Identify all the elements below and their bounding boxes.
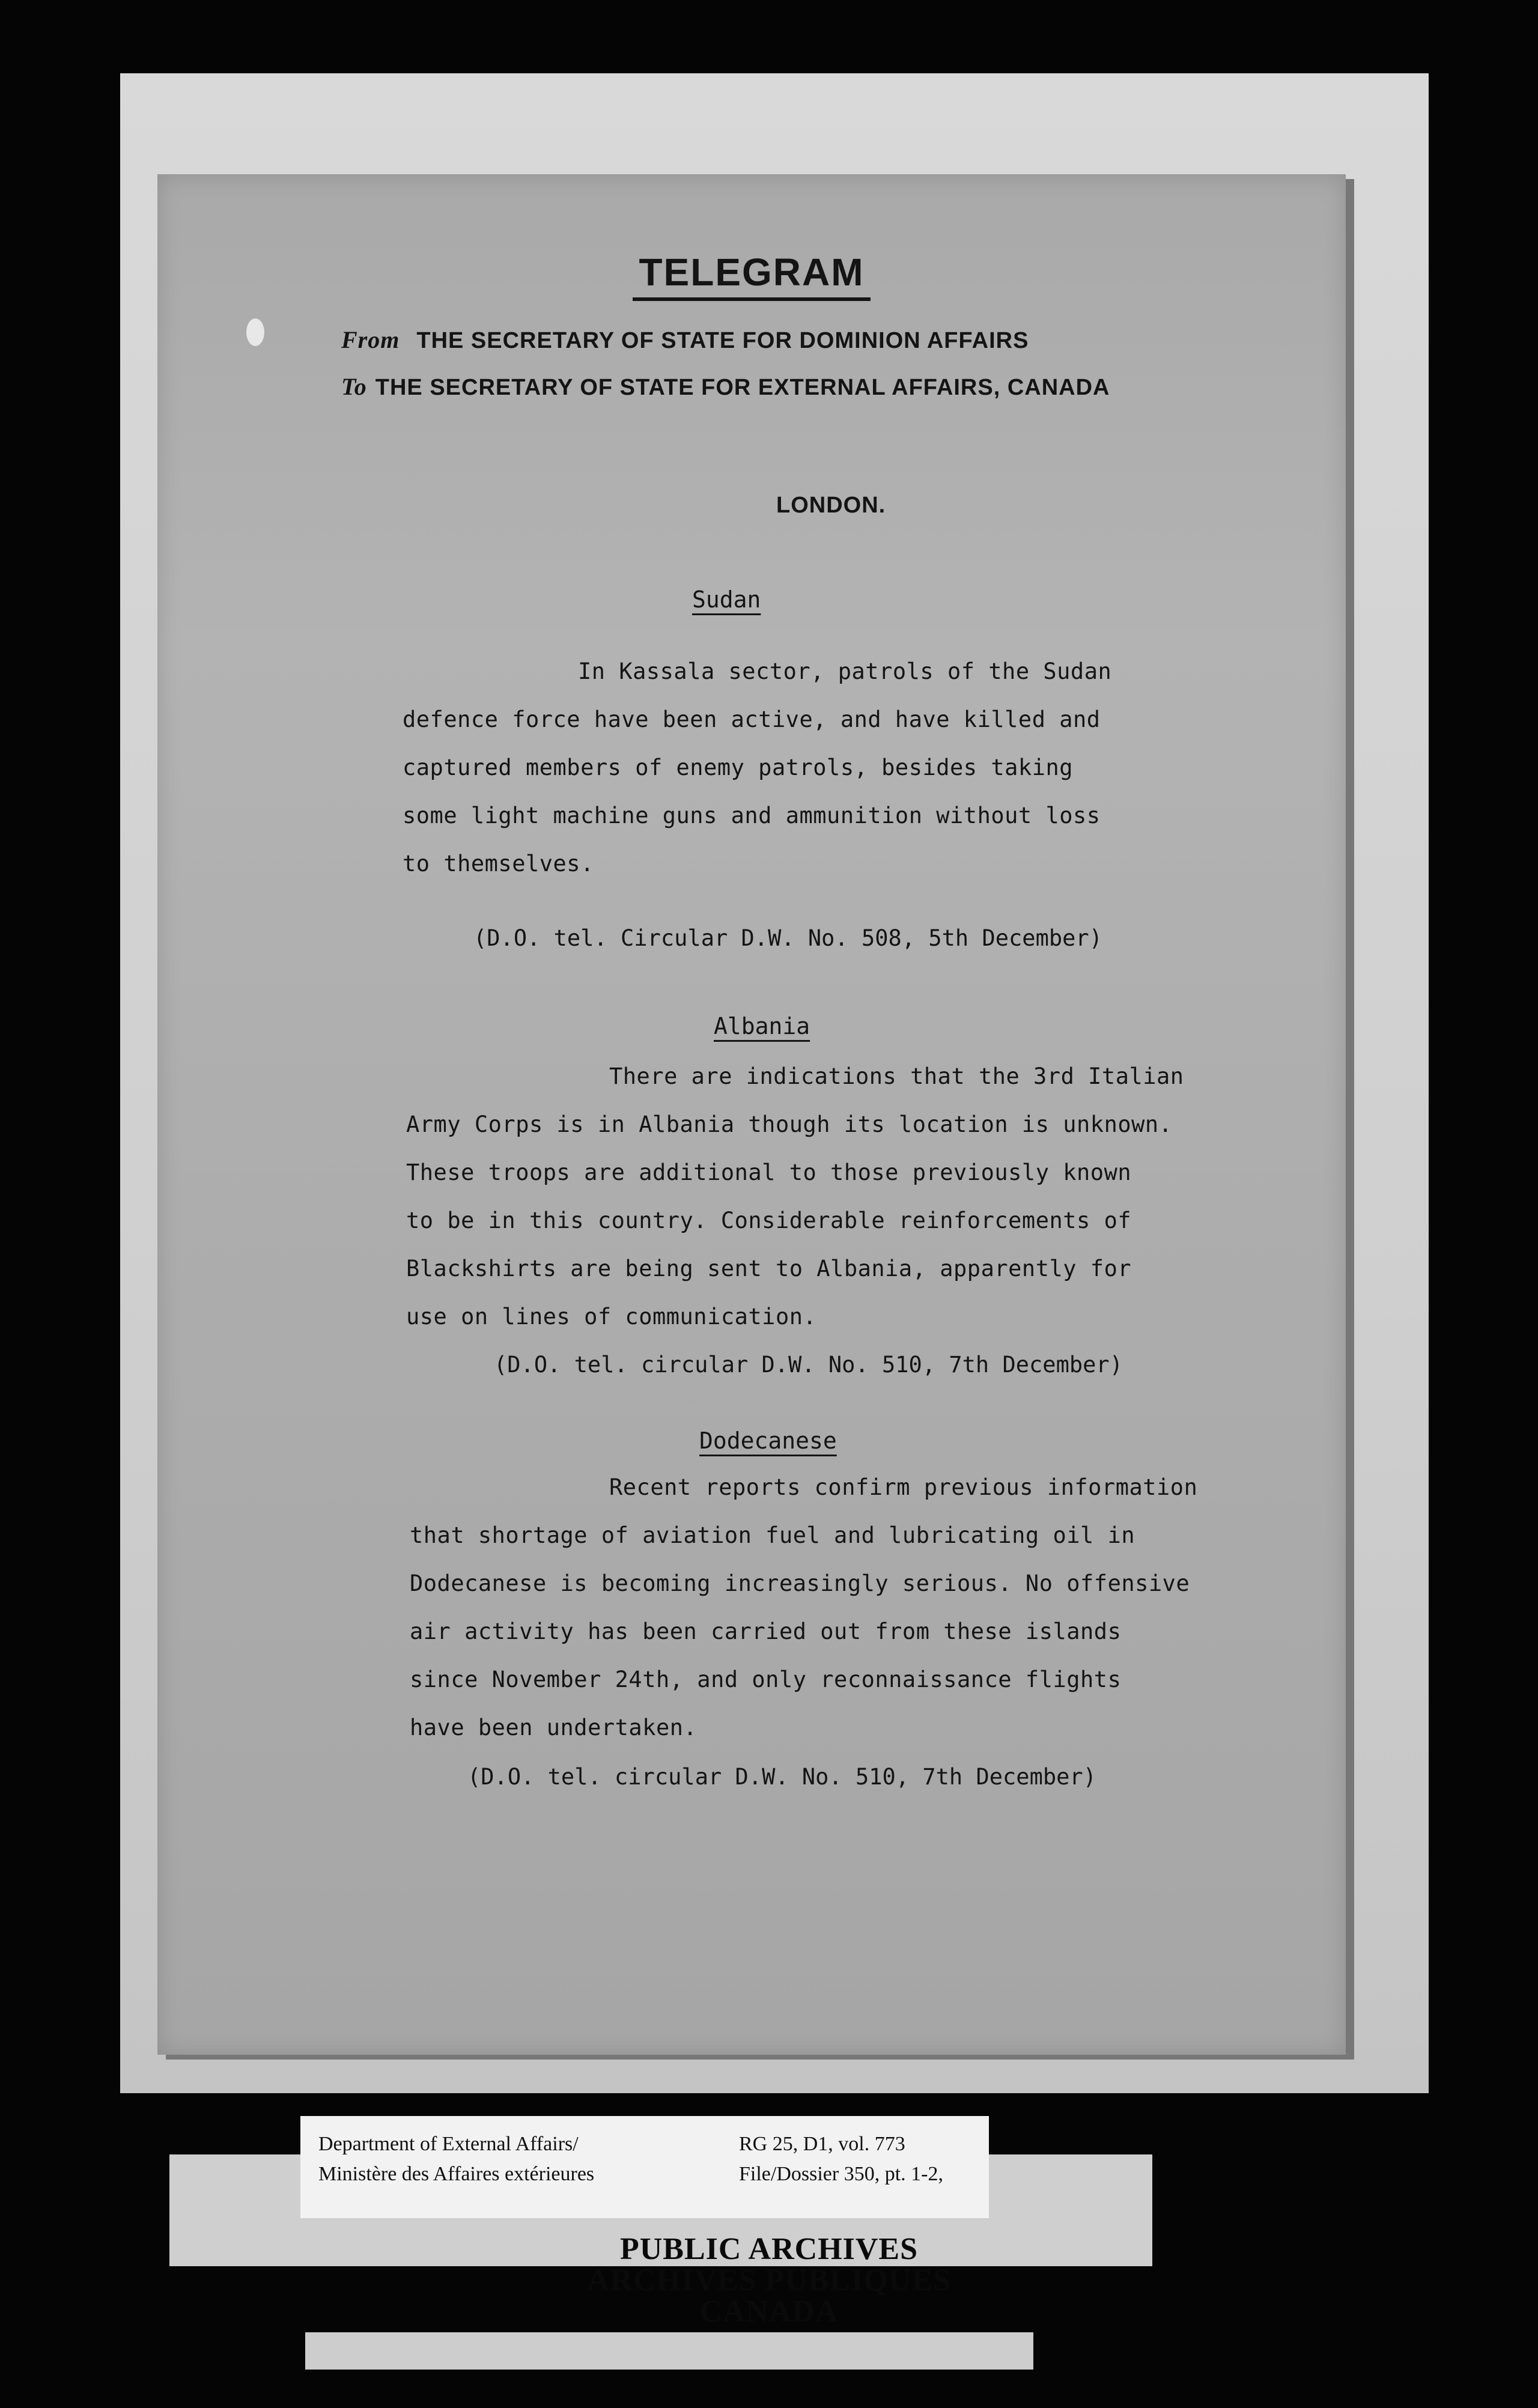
sudan-line: some light machine guns and ammunition without loss [403,803,1101,829]
dodecanese-line: Dodecanese is becoming increasingly serious. No offensive [410,1570,1190,1596]
archive-stamp [0,2234,1538,2327]
albania-line: These troops are additional to those previously known [406,1160,1132,1185]
archive-reference-label [300,2116,989,2218]
to-label: To [341,373,367,400]
dodecanese-line: Recent reports confirm previous information [609,1474,1198,1500]
record-group: RG 25, D1, vol. 773 [739,2133,905,2155]
sudan-line: to themselves. [403,851,594,877]
albania-line: to be in this country. Considerable reinforcements of [406,1208,1132,1233]
stamp-line-1: PUBLIC ARCHIVES [619,2232,919,2266]
from-line [341,326,1029,354]
albania-line: use on lines of communication. [406,1304,817,1330]
albania-reference: (D.O. tel. circular D.W. No. 510, 7th December) [494,1352,1123,1378]
section-heading-albania: Albania [714,1013,810,1039]
place-of-origin: LONDON. [776,493,886,518]
department-fr: Ministère des Affaires extérieures [318,2163,595,2185]
dodecanese-line: have been undertaken. [410,1715,698,1741]
section-heading-sudan: Sudan [692,586,761,613]
to-text: THE SECRETARY OF STATE FOR EXTERNAL AFFAIRS, CANADA [375,375,1110,400]
dodecanese-line: since November 24th, and only reconnaissance flights [410,1667,1122,1692]
bottom-card-tab [305,2332,1033,2370]
file-reference: File/Dossier 350, pt. 1-2, [739,2163,943,2185]
albania-line: There are indications that the 3rd Italian [609,1063,1184,1089]
dodecanese-reference: (D.O. tel. circular D.W. No. 510, 7th December) [467,1764,1096,1790]
dodecanese-line: air activity has been carried out from these islands [410,1619,1122,1644]
stamp-line-3: CANADA [699,2294,839,2329]
dodecanese-line: that shortage of aviation fuel and lubricating oil in [410,1522,1135,1548]
sudan-line: captured members of enemy patrols, besides taking [403,755,1074,780]
from-text: THE SECRETARY OF STATE FOR DOMINION AFFAIRS [416,328,1029,353]
stamp-line-2: ARCHIVES PUBLIQUES [586,2263,952,2297]
punch-hole [246,318,264,346]
sudan-reference: (D.O. tel. Circular D.W. No. 508, 5th December) [473,925,1102,951]
albania-line: Army Corps is in Albania though its location is unknown. [406,1111,1173,1137]
albania-line: Blackshirts are being sent to Albania, apparently for [406,1256,1132,1282]
department-en: Department of External Affairs/ [318,2133,579,2155]
telegram-page [157,174,1346,2055]
sudan-line: In Kassala sector, patrols of the Sudan [578,658,1112,684]
sudan-line: defence force have been active, and have killed and [403,707,1101,732]
section-heading-dodecanese: Dodecanese [699,1427,837,1454]
to-line [341,372,1110,401]
from-label: From [341,326,400,353]
telegram-title: TELEGRAM [157,250,1346,294]
